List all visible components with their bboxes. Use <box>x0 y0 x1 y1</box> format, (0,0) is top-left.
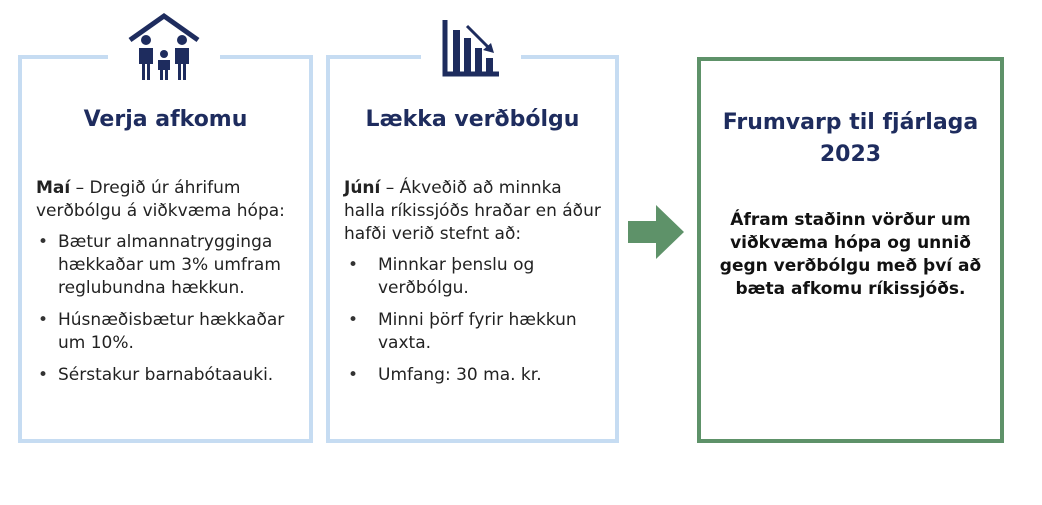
panel-content <box>344 177 603 396</box>
list-item: • Sérstakur barnabótaauki. <box>36 364 297 387</box>
list-item: • Minnkar þenslu og verðbólgu. <box>344 254 603 300</box>
panel-lead-month: Maí <box>36 178 71 198</box>
panel-lead <box>36 177 297 223</box>
panel-bullet-list <box>36 231 297 387</box>
family-house-icon <box>108 10 220 86</box>
list-item: • Minni þörf fyrir hækkun vaxta. <box>344 309 603 355</box>
panel-lower-inflation <box>326 55 619 443</box>
panel-bullet-list <box>344 254 603 387</box>
panel-budget-bill <box>697 57 1004 443</box>
panel-lead-text: – Ákveðið að minnka halla ríkissjóðs hraðar en áður hafði verið stefnt að: <box>344 178 601 244</box>
list-item: • Umfang: 30 ma. kr. <box>344 364 603 387</box>
panel-lead-month: Júní <box>344 178 381 198</box>
panel-lead-text: – Dregið úr áhrifum verðbólgu á viðkvæma hópa: <box>36 178 285 221</box>
panel-content <box>36 177 297 396</box>
right-arrow-icon <box>628 205 684 259</box>
list-item: • Bætur almannatrygginga hækkaðar um 3% umfram reglubundna hækkun. <box>36 231 297 300</box>
result-title: Frumvarp til fjárlaga 2023 <box>722 110 979 167</box>
panel-title: Verja afkomu <box>83 107 248 132</box>
panel-title: Lækka verðbólgu <box>365 107 580 132</box>
result-summary: Áfram staðinn vörður um viðkvæma hópa og unnið gegn verðbólgu með því að bæta afkomu ríkissjóðs. <box>719 210 982 299</box>
panel-lead <box>344 177 603 246</box>
declining-bar-chart-icon <box>421 16 521 86</box>
list-item: • Húsnæðisbætur hækkaðar um 10%. <box>36 309 297 355</box>
panel-protect-income <box>18 55 313 443</box>
